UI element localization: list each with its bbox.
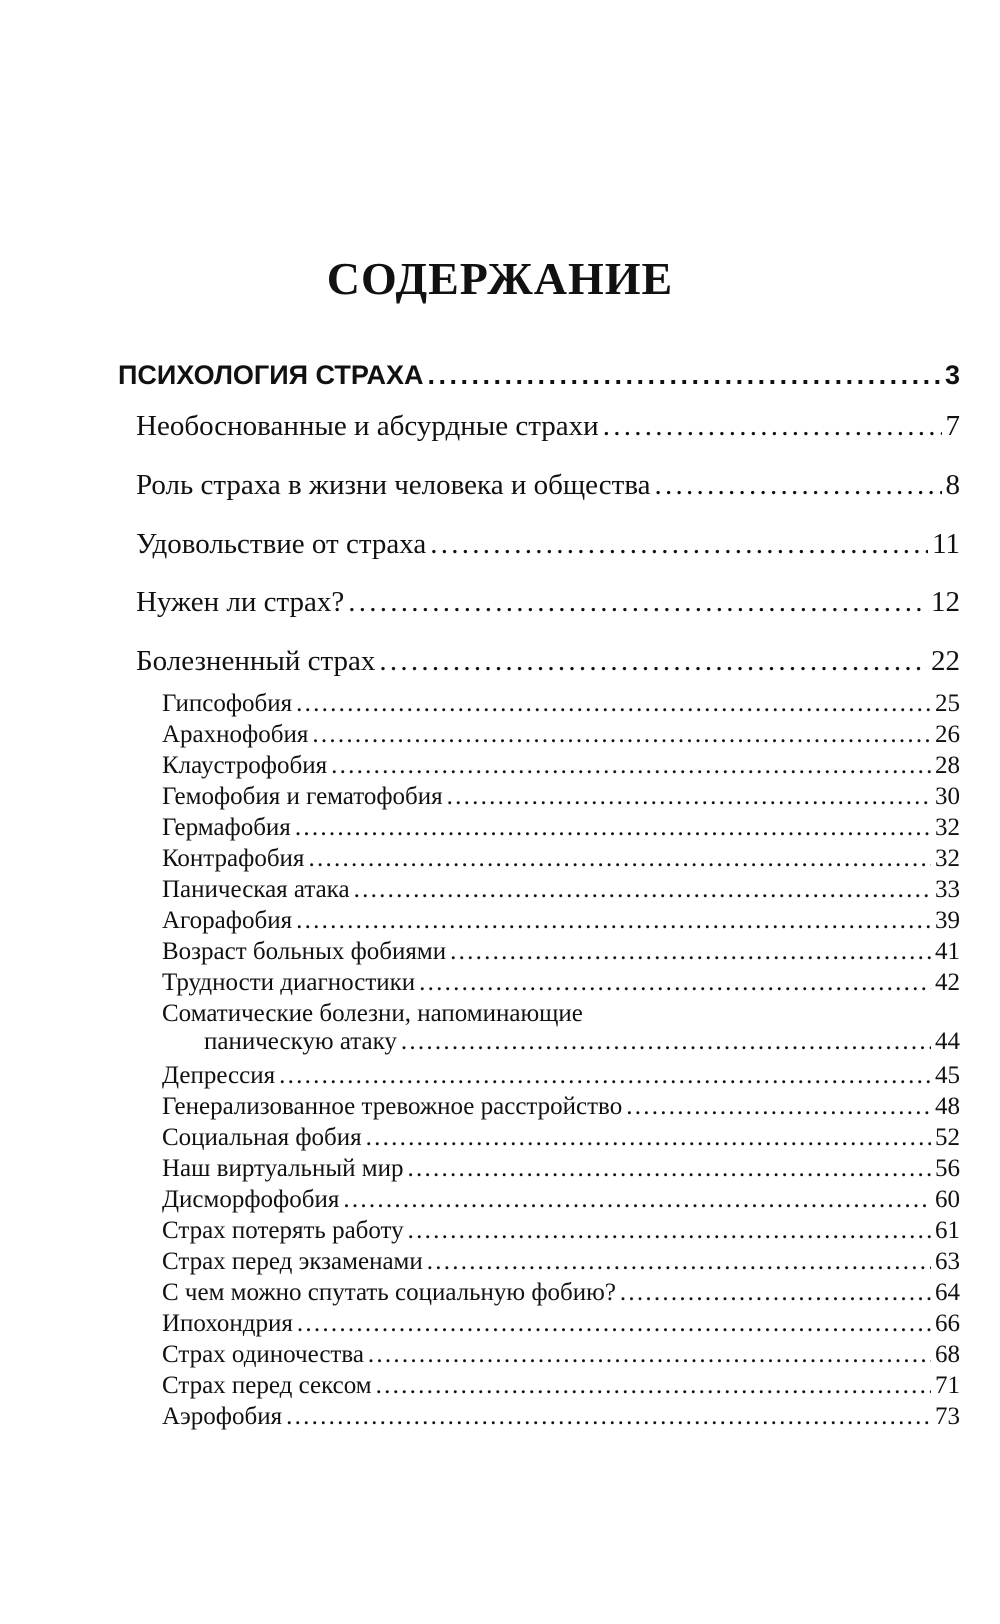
toc-page-number: 28 bbox=[935, 752, 960, 779]
toc-section-entry[interactable] bbox=[162, 783, 960, 811]
toc-entry-title: ПСИХОЛОГИЯ СТРАХА bbox=[118, 360, 424, 390]
toc-entry-title-continued: паническую атаку bbox=[204, 1028, 397, 1055]
toc-entry-title: Клаустрофобия bbox=[162, 752, 328, 779]
dot-leader bbox=[603, 414, 942, 443]
toc-entry-title: Возраст больных фобиями bbox=[162, 938, 447, 965]
toc-page-number: 45 bbox=[935, 1062, 960, 1089]
toc-entry-title: Арахнофобия bbox=[162, 721, 309, 748]
toc-page-number: 33 bbox=[935, 876, 960, 903]
toc-entry-title: Роль страха в жизни человека и общества bbox=[136, 469, 651, 501]
toc-section-entry[interactable] bbox=[162, 938, 960, 966]
toc-part-entry[interactable] bbox=[118, 360, 960, 391]
toc-section-entry[interactable] bbox=[162, 690, 960, 718]
toc-section-entry[interactable] bbox=[162, 1341, 960, 1369]
toc-page-number: 66 bbox=[935, 1310, 960, 1337]
toc-chapter-entry[interactable] bbox=[136, 528, 960, 561]
dot-leader bbox=[376, 1375, 931, 1400]
toc-section-entry[interactable] bbox=[162, 1062, 960, 1090]
toc-page-number: 44 bbox=[935, 1028, 960, 1055]
toc-page-number: 52 bbox=[935, 1124, 960, 1151]
toc-page-number: 30 bbox=[935, 783, 960, 810]
toc-section-entry[interactable] bbox=[162, 1217, 960, 1245]
toc-page-number: 71 bbox=[935, 1372, 960, 1399]
dot-leader bbox=[427, 364, 940, 391]
dot-leader bbox=[354, 879, 931, 904]
toc-page-number: 56 bbox=[935, 1155, 960, 1182]
toc-chapter-entry[interactable] bbox=[136, 645, 960, 678]
dot-leader bbox=[430, 532, 928, 561]
toc-page-number: 8 bbox=[945, 469, 960, 501]
toc-entry-title: Трудности диагностики bbox=[162, 969, 416, 996]
dot-leader bbox=[343, 1189, 931, 1214]
toc-section-entry[interactable] bbox=[162, 1000, 960, 1056]
toc-entry-title: Соматические болезни, напоминающие bbox=[162, 1000, 583, 1027]
toc-entry-title: Болезненный страх bbox=[136, 645, 376, 677]
toc-entry-title: Контрафобия bbox=[162, 845, 305, 872]
toc-entry-title: Генерализованное тревожное расстройство bbox=[162, 1093, 623, 1120]
toc-chapter-entry[interactable] bbox=[136, 469, 960, 502]
dot-leader bbox=[297, 1313, 931, 1338]
toc-entry-title: Аэрофобия bbox=[162, 1403, 283, 1430]
dot-leader bbox=[407, 1158, 931, 1183]
dot-leader bbox=[368, 1344, 931, 1369]
dot-leader bbox=[286, 1406, 931, 1431]
dot-leader bbox=[427, 1251, 931, 1276]
dot-leader bbox=[447, 786, 931, 811]
toc-entry-title: Гемофобия и гематофобия bbox=[162, 783, 443, 810]
toc-entry-title: Наш виртуальный мир bbox=[162, 1155, 404, 1182]
dot-leader bbox=[331, 755, 931, 780]
toc-page-number: 60 bbox=[935, 1186, 960, 1213]
toc-section-entry[interactable] bbox=[162, 845, 960, 873]
toc-section-entry[interactable] bbox=[162, 1124, 960, 1152]
toc-entry-title: С чем можно спутать социальную фобию? bbox=[162, 1279, 616, 1306]
toc-section-entry[interactable] bbox=[162, 1403, 960, 1431]
toc-page-number: 32 bbox=[935, 845, 960, 872]
toc-page-number: 64 bbox=[935, 1279, 960, 1306]
toc-page-number: 39 bbox=[935, 907, 960, 934]
toc-entry-title: Удовольствие от страха bbox=[136, 528, 427, 560]
toc-entry-title: Страх перед сексом bbox=[162, 1372, 372, 1399]
toc-section-entry[interactable] bbox=[162, 814, 960, 842]
toc-section-entry[interactable] bbox=[162, 1248, 960, 1276]
toc-section-entry[interactable] bbox=[162, 1093, 960, 1121]
toc-entry-title: Ипохондрия bbox=[162, 1310, 293, 1337]
toc-entry-title: Паническая атака bbox=[162, 876, 350, 903]
toc-section-entry[interactable] bbox=[162, 876, 960, 904]
toc-page-number: 22 bbox=[931, 645, 960, 677]
dot-leader bbox=[450, 941, 931, 966]
toc-page-number: 25 bbox=[935, 690, 960, 717]
dot-leader bbox=[419, 972, 931, 997]
toc-section-entry[interactable] bbox=[162, 721, 960, 749]
toc-section-entry[interactable] bbox=[162, 1186, 960, 1214]
toc-page-number: 32 bbox=[935, 814, 960, 841]
dot-leader bbox=[308, 848, 931, 873]
toc-section-entry[interactable] bbox=[162, 907, 960, 935]
dot-leader bbox=[655, 473, 942, 502]
toc-entry-title: Необоснованные и абсурдные страхи bbox=[136, 410, 599, 442]
toc-entry-title: Нужен ли страх? bbox=[136, 586, 345, 618]
toc-entry-title: Социальная фобия bbox=[162, 1124, 362, 1151]
toc-page-number: 48 bbox=[935, 1093, 960, 1120]
dot-leader bbox=[408, 1220, 931, 1245]
toc-section-entry[interactable] bbox=[162, 1310, 960, 1338]
toc-chapter-entry[interactable] bbox=[136, 410, 960, 443]
toc-page-number: 61 bbox=[935, 1217, 960, 1244]
toc-page-number: 68 bbox=[935, 1341, 960, 1368]
toc-section-entry[interactable] bbox=[162, 1155, 960, 1183]
dot-leader bbox=[626, 1096, 931, 1121]
toc-page-number: 7 bbox=[945, 410, 960, 442]
toc-entry-title: Дисморфофобия bbox=[162, 1186, 340, 1213]
toc-page-number: 63 bbox=[935, 1248, 960, 1275]
toc-page-number: 42 bbox=[935, 969, 960, 996]
dot-leader bbox=[296, 910, 931, 935]
toc-page-number: 41 bbox=[935, 938, 960, 965]
dot-leader bbox=[620, 1282, 931, 1307]
toc-entry-title: Депрессия bbox=[162, 1062, 276, 1089]
toc-entry-title: Страх одиночества bbox=[162, 1341, 364, 1368]
toc-entry-title: Гипсофобия bbox=[162, 690, 293, 717]
page-title: СОДЕРЖАНИЕ bbox=[326, 253, 674, 304]
toc-entry-title: Страх потерять работу bbox=[162, 1217, 404, 1244]
toc-chapter-entry[interactable] bbox=[136, 586, 960, 619]
toc-page-number: 3 bbox=[944, 360, 960, 390]
dot-leader bbox=[296, 693, 931, 718]
toc-section-entry[interactable] bbox=[162, 969, 960, 997]
toc-entry-title: Страх перед экзаменами bbox=[162, 1248, 423, 1275]
toc-entry-title: Агорафобия bbox=[162, 907, 293, 934]
toc-page-number: 11 bbox=[932, 528, 960, 560]
dot-leader bbox=[348, 590, 927, 619]
toc-page-number: 73 bbox=[935, 1403, 960, 1430]
toc-page-number: 12 bbox=[931, 586, 960, 618]
toc-entry-continuation bbox=[162, 1028, 960, 1056]
dot-leader bbox=[401, 1031, 931, 1056]
toc-page-number: 26 bbox=[935, 721, 960, 748]
dot-leader bbox=[295, 817, 931, 842]
dot-leader bbox=[312, 724, 931, 749]
toc-section-entry[interactable] bbox=[162, 1279, 960, 1307]
toc-entry-title: Гермафобия bbox=[162, 814, 291, 841]
dot-leader bbox=[366, 1127, 931, 1152]
toc-section-entry[interactable] bbox=[162, 1372, 960, 1400]
dot-leader bbox=[279, 1065, 931, 1090]
dot-leader bbox=[379, 649, 927, 678]
toc-section-entry[interactable] bbox=[162, 752, 960, 780]
